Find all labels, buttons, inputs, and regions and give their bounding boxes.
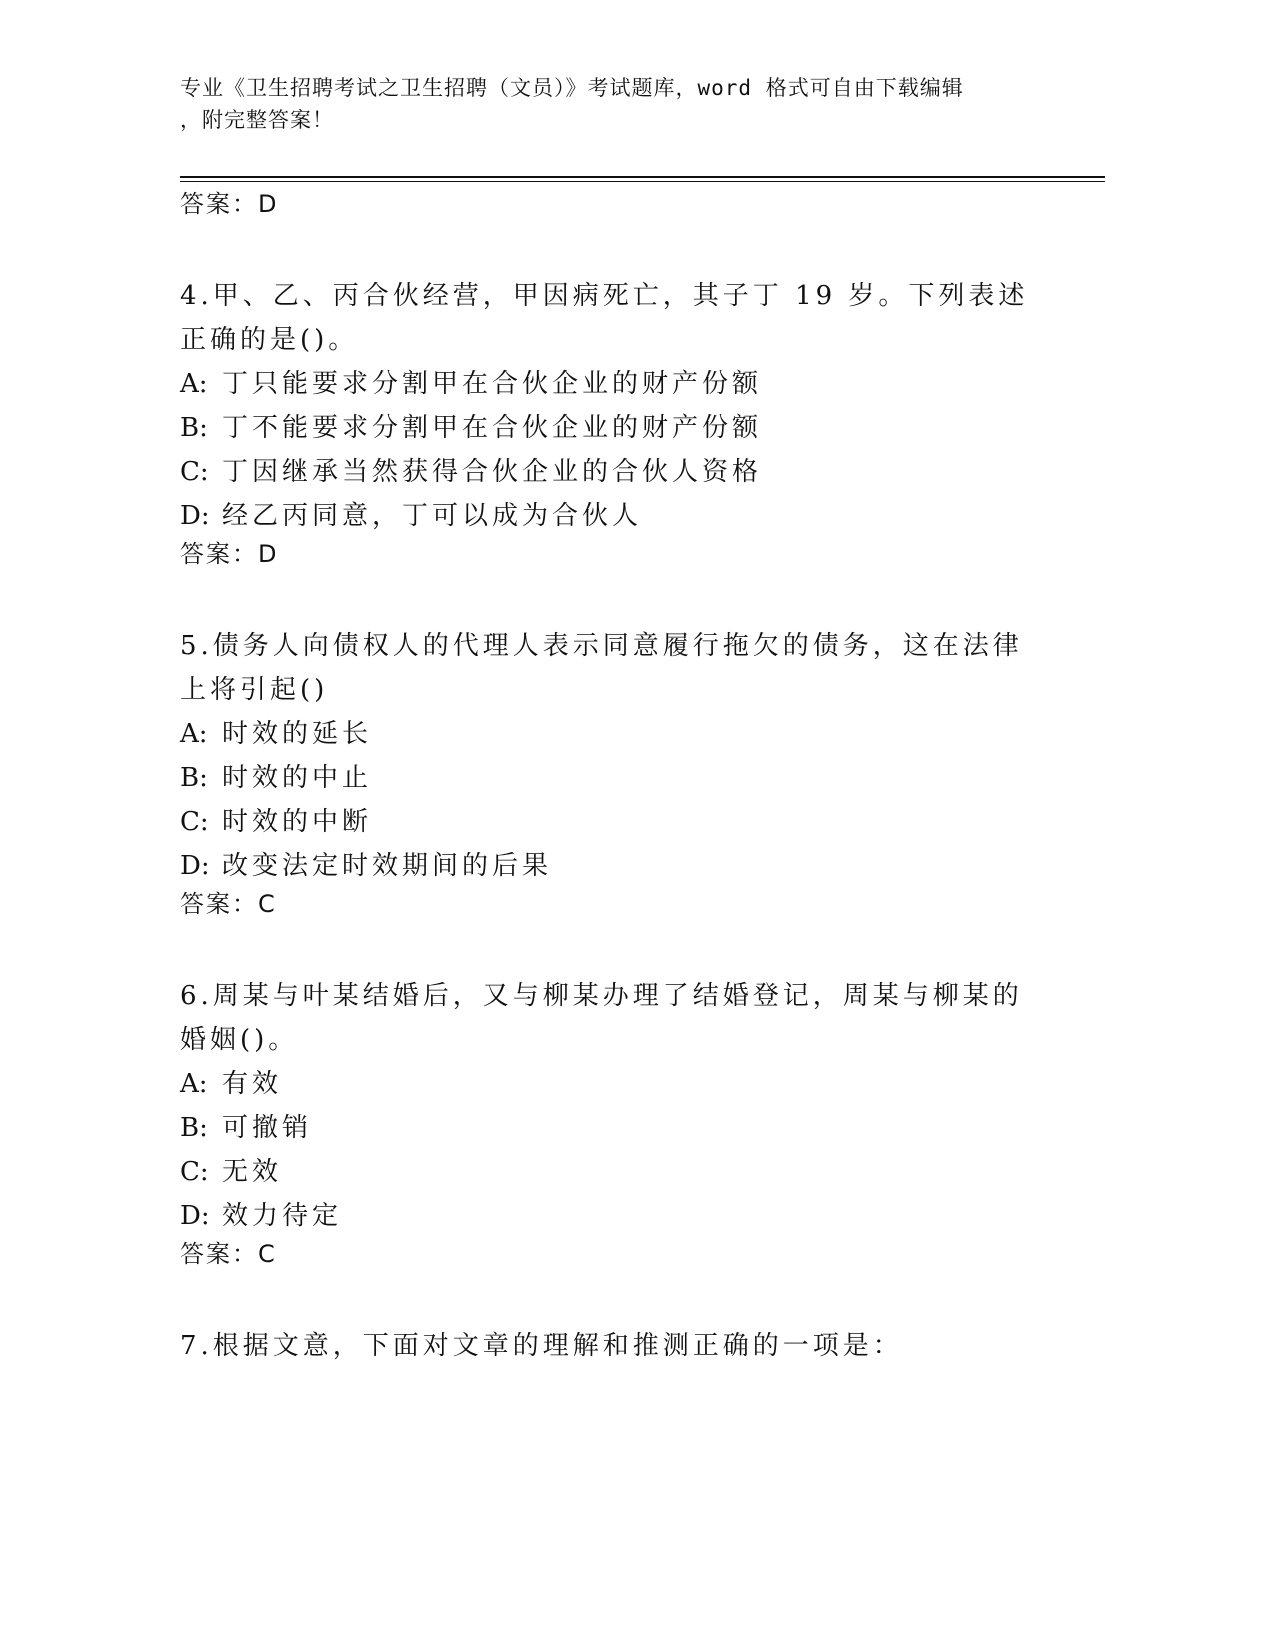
option-b <box>180 756 1080 800</box>
option-b <box>180 1106 1080 1150</box>
option-a <box>180 1062 1080 1106</box>
option-text: 可撤销 <box>222 1113 313 1143</box>
option-letter: B: <box>180 1113 208 1143</box>
option-d <box>180 1194 1080 1238</box>
option-text: 效力待定 <box>222 1201 343 1231</box>
option-letter: A: <box>180 369 208 399</box>
option-text: 时效的延长 <box>222 719 373 749</box>
answer-line: 答案：D <box>180 190 279 218</box>
divider-thick <box>180 176 1105 178</box>
option-text: 丁因继承当然获得合伙企业的合伙人资格 <box>222 457 763 487</box>
question-block <box>180 274 1080 570</box>
divider-thin <box>180 181 1105 182</box>
option-letter: B: <box>180 413 208 443</box>
option-letter: D: <box>180 501 210 531</box>
option-c <box>180 1150 1080 1194</box>
option-text: 时效的中断 <box>222 807 373 837</box>
option-letter: C: <box>180 807 209 837</box>
option-c <box>180 450 1080 494</box>
option-letter: A: <box>180 1069 208 1099</box>
answer-line: 答案：C <box>180 1240 277 1268</box>
option-text: 丁只能要求分割甲在合伙企业的财产份额 <box>222 369 763 399</box>
question-block <box>180 974 1080 1270</box>
header-line-2: ，附完整答案！ <box>180 108 334 132</box>
question-stem: 7.根据文意，下面对文章的理解和推测正确的一项是： <box>180 1331 903 1361</box>
option-letter: C: <box>180 457 209 487</box>
header-line-1: 专业《卫生招聘考试之卫生招聘（文员）》考试题库，word 格式可自由下载编辑 <box>180 76 964 100</box>
option-d <box>180 844 1080 888</box>
option-letter: D: <box>180 851 210 881</box>
option-a <box>180 362 1080 406</box>
question-stem: 5.债务人向债权人的代理人表示同意履行拖欠的债务，这在法律上将引起() <box>180 631 1023 705</box>
option-letter: A: <box>180 719 208 749</box>
option-b <box>180 406 1080 450</box>
question-stem: 4.甲、乙、丙合伙经营，甲因病死亡，其子丁 19 岁。下列表述正确的是()。 <box>180 281 1029 355</box>
option-a <box>180 712 1080 756</box>
option-letter: C: <box>180 1157 209 1187</box>
option-text: 丁不能要求分割甲在合伙企业的财产份额 <box>222 413 763 443</box>
answer-line: 答案：D <box>180 540 279 568</box>
question-block <box>180 1324 1080 1368</box>
document-header <box>180 72 1060 136</box>
option-text: 有效 <box>222 1069 283 1099</box>
option-text: 时效的中止 <box>222 763 373 793</box>
option-d <box>180 494 1080 538</box>
option-text: 经乙丙同意，丁可以成为合伙人 <box>222 501 643 531</box>
option-text: 无效 <box>222 1157 283 1187</box>
question-stem: 6.周某与叶某结婚后，又与柳某办理了结婚登记，周某与柳某的婚姻()。 <box>180 981 1023 1055</box>
option-letter: B: <box>180 763 208 793</box>
option-letter: D: <box>180 1201 210 1231</box>
answer-line: 答案：C <box>180 890 277 918</box>
option-text: 改变法定时效期间的后果 <box>222 851 553 881</box>
option-c <box>180 800 1080 844</box>
document-body <box>180 188 1080 1368</box>
question-block <box>180 624 1080 920</box>
header-divider <box>180 176 1105 182</box>
